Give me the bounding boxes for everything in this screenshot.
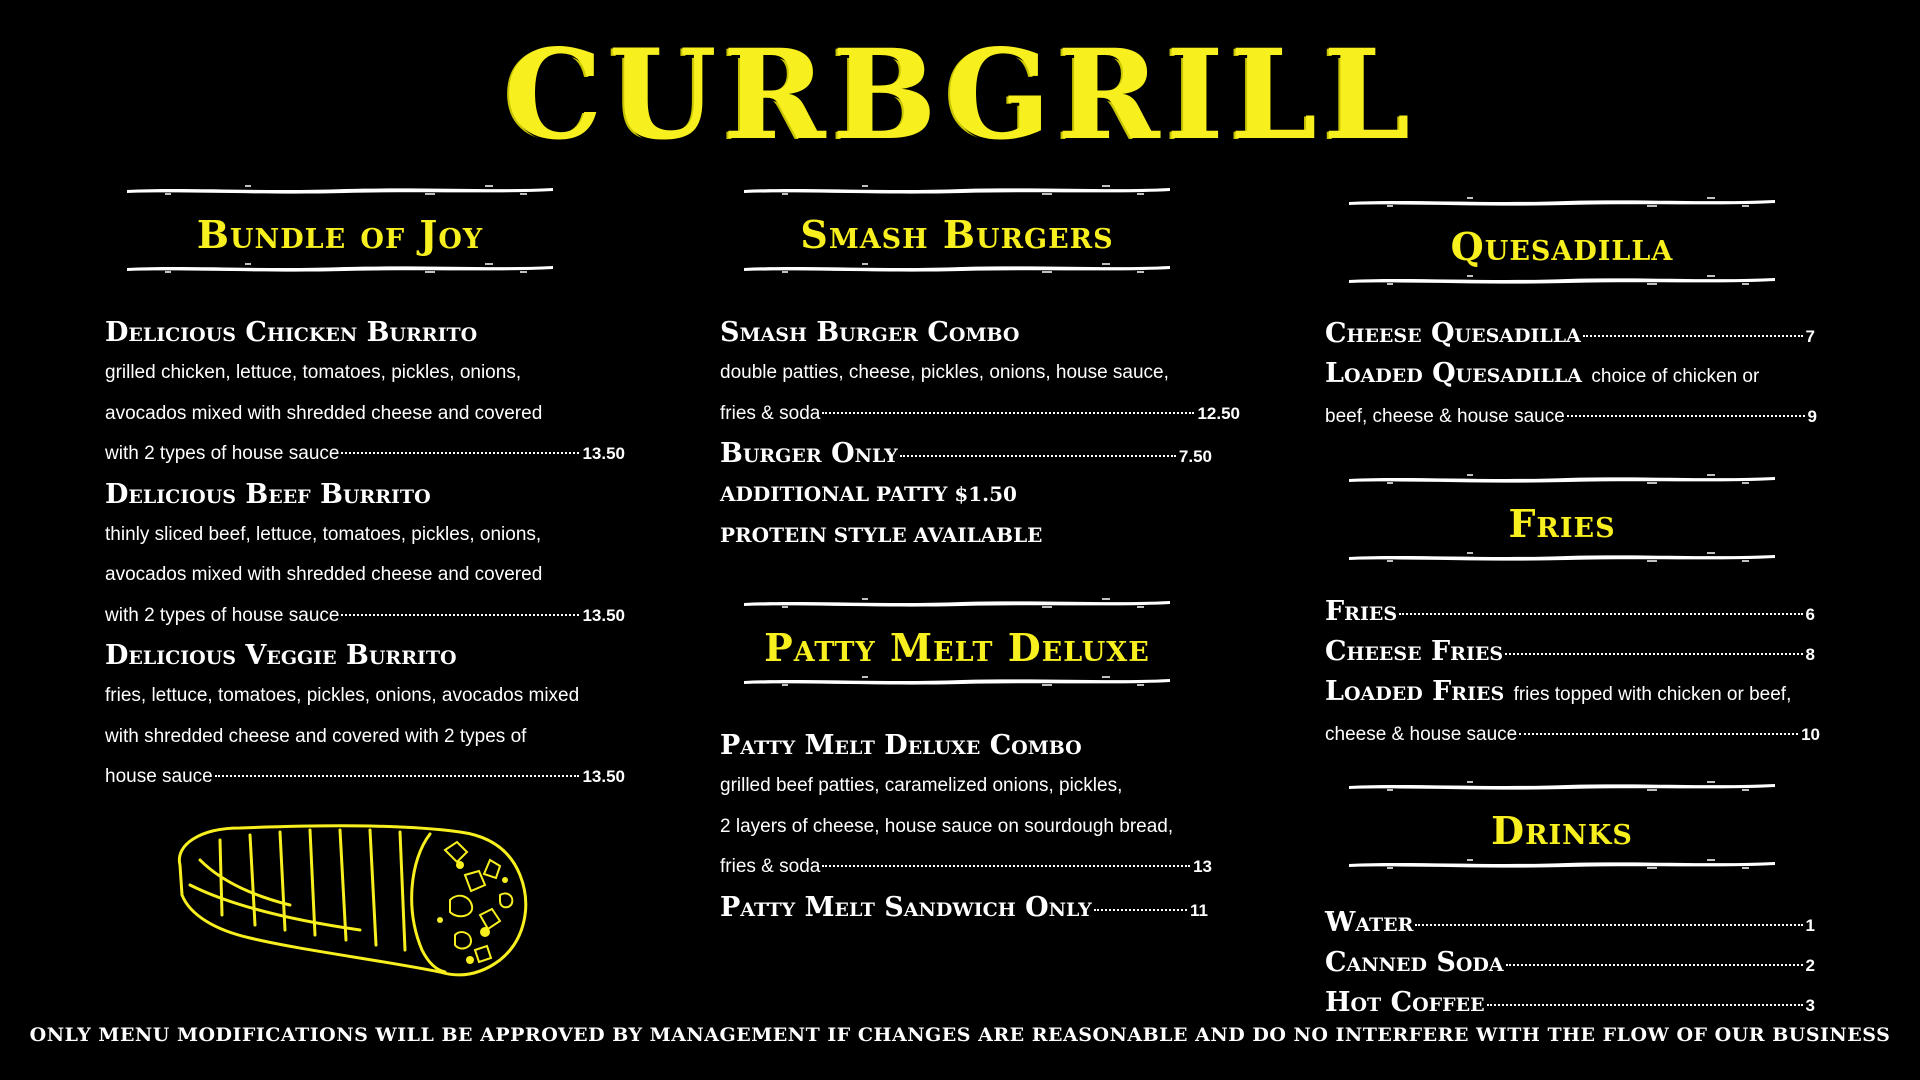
section-header-drinks: [1347, 781, 1777, 881]
dot-leader: [1506, 964, 1803, 966]
item-name: Delicious Beef Burrito: [105, 478, 431, 510]
dot-leader: [822, 865, 1190, 867]
item-name: Hot Coffee: [1325, 987, 1485, 1018]
menu-item-canned-soda: [1325, 943, 1815, 983]
menu-item-veggie-burrito: [105, 636, 625, 798]
item-description: thinly sliced beef, lettuce, tomatoes, pickles, onions,: [105, 523, 542, 545]
menu-item-loaded-quesadilla: [1325, 354, 1817, 438]
item-price: 12.50: [1197, 403, 1240, 423]
item-price: 6: [1805, 604, 1815, 624]
item-description: avocados mixed with shredded cheese and covered: [105, 564, 543, 585]
item-name: Canned Soda: [1325, 947, 1504, 978]
item-price: 3: [1805, 996, 1815, 1015]
item-name-row: [1325, 354, 1817, 397]
dot-leader: [1505, 653, 1802, 655]
item-name: Water: [1325, 907, 1414, 938]
item-description: grilled chicken, lettuce, tomatoes, pickles, onions,: [105, 362, 522, 383]
brand-logo: CURBGRILL: [503, 23, 1417, 168]
chalk-divider-top: [1347, 197, 1777, 207]
menu-item-hot-coffee: [1325, 983, 1815, 1023]
item-price-row: [720, 394, 1240, 435]
column-sides: [1325, 185, 1825, 1023]
item-name: Cheese Quesadilla: [1325, 318, 1581, 349]
menu-item-fries: [1325, 592, 1815, 632]
section-title: Smash Burgers: [800, 212, 1114, 257]
item-price: 13.50: [582, 605, 625, 625]
item-price: 13.50: [582, 444, 625, 463]
item-description: choice of chicken or: [1591, 366, 1760, 387]
dot-leader: [1415, 924, 1802, 926]
column-bundle-of-joy: [105, 185, 625, 798]
item-description: fries & soda: [720, 402, 821, 424]
item-price: 7: [1805, 327, 1815, 346]
item-name: Delicious Veggie Burrito: [105, 640, 457, 671]
item-price: 11: [1190, 900, 1208, 920]
item-price-row: [1325, 397, 1817, 438]
item-name: Cheese Fries: [1325, 635, 1504, 667]
item-description: fries & soda: [720, 856, 821, 877]
chalk-divider-bottom: [742, 263, 1172, 273]
footer-disclaimer: ONLY MENU MODIFICATIONS WILL BE APPROVED BY MANAGEMENT IF CHANGES ARE REASONABLE AND DO NO INTERFERE WITH THE FLOW OF OUR BUSINESS: [29, 1024, 1891, 1046]
chalk-divider-bottom: [1347, 275, 1777, 285]
menu-item-cheese-fries: [1325, 632, 1815, 672]
menu-item-loaded-fries: [1325, 672, 1820, 756]
dot-leader: [900, 455, 1176, 457]
menu-item-patty-melt-combo: [720, 726, 1212, 888]
dot-leader: [1094, 909, 1187, 911]
section-title: Patty Melt Deluxe: [764, 625, 1150, 670]
item-description: double patties, cheese, pickles, onions, house sauce,: [720, 362, 1169, 383]
dot-leader: [341, 614, 579, 616]
section-header-quesadilla: [1347, 197, 1777, 297]
section-header-bundle-of-joy: [125, 185, 555, 285]
menu-note-protein-style: PROTEIN STYLE AVAILABLE: [720, 523, 1043, 547]
dot-leader: [341, 452, 579, 454]
menu-item-water: [1325, 903, 1815, 943]
chalk-divider-bottom: [1347, 552, 1777, 562]
section-title: Quesadilla: [1450, 224, 1674, 269]
item-name-row: [1325, 672, 1820, 715]
item-description: fries, lettuce, tomatoes, pickles, onions, avocados mixed: [105, 685, 580, 706]
item-name: Loaded Fries: [1325, 675, 1505, 707]
chalk-divider-bottom: [742, 676, 1172, 686]
item-name: Burger Only: [720, 438, 898, 469]
item-description: cheese & house sauce: [1325, 723, 1518, 745]
dot-leader: [1583, 335, 1803, 337]
item-price: 10: [1801, 724, 1820, 744]
chalk-divider-top: [742, 185, 1172, 195]
item-description: 2 layers of cheese, house sauce on sourdough bread,: [720, 815, 1174, 837]
item-description: with 2 types of house sauce: [105, 443, 340, 464]
item-name: Delicious Chicken Burrito: [105, 317, 478, 348]
dot-leader: [1487, 1004, 1803, 1006]
item-name: Smash Burger Combo: [720, 317, 1020, 348]
dot-leader: [822, 412, 1194, 414]
menu-item-patty-melt-only: [720, 888, 1208, 928]
item-price-row: [105, 596, 625, 637]
section-title: Fries: [1508, 500, 1616, 546]
item-price: 9: [1807, 407, 1817, 426]
item-name: Fries: [1325, 595, 1398, 627]
dot-leader: [215, 775, 580, 777]
item-price-row: [720, 847, 1212, 888]
menu-item-burger-only: [720, 434, 1212, 474]
column-burgers: [720, 185, 1240, 928]
section-header-fries: [1347, 474, 1777, 574]
item-description: fries topped with chicken or beef,: [1513, 683, 1792, 705]
item-price-row: [105, 757, 625, 798]
burrito-icon: [160, 820, 540, 985]
menu-item-smash-burger-combo: [720, 313, 1240, 434]
item-price: 13: [1193, 857, 1212, 876]
section-title: Drinks: [1491, 808, 1633, 853]
menu-note-additional-patty: ADDITIONAL PATTY $1.50: [720, 482, 1017, 506]
item-price-row: [105, 434, 625, 475]
section-header-patty-melt: [742, 598, 1172, 698]
item-price: 8: [1805, 644, 1815, 664]
chalk-divider-top: [1347, 781, 1777, 791]
item-price: 1: [1805, 916, 1815, 935]
item-description: with shredded cheese and covered with 2 types of: [105, 725, 527, 747]
chalk-divider-top: [1347, 474, 1777, 484]
item-price: 2: [1805, 956, 1815, 975]
dot-leader: [1567, 415, 1805, 417]
item-price: 7.50: [1178, 447, 1212, 466]
chalk-divider-top: [742, 598, 1172, 608]
item-description: beef, cheese & house sauce: [1325, 406, 1565, 427]
item-description: grilled beef patties, caramelized onions, pickles,: [720, 775, 1123, 796]
chalk-divider-bottom: [125, 263, 555, 273]
section-title: Bundle of Joy: [196, 212, 484, 257]
chalk-divider-top: [125, 185, 555, 195]
menu-item-chicken-burrito: [105, 313, 625, 475]
item-name: Patty Melt Deluxe Combo: [720, 730, 1082, 761]
dot-leader: [1399, 613, 1802, 615]
item-description: avocados mixed with shredded cheese and covered: [105, 402, 543, 424]
item-price: 13.50: [582, 767, 625, 786]
chalk-divider-bottom: [1347, 859, 1777, 869]
item-description: with 2 types of house sauce: [105, 604, 340, 626]
menu-item-cheese-quesadilla: [1325, 314, 1815, 354]
item-price-row: [1325, 715, 1820, 756]
item-name: Loaded Quesadilla: [1325, 358, 1582, 389]
item-description: house sauce: [105, 766, 213, 787]
item-name: Patty Melt Sandwich Only: [720, 891, 1092, 923]
dot-leader: [1519, 733, 1798, 735]
section-header-smash-burgers: [742, 185, 1172, 285]
menu-item-beef-burrito: [105, 475, 625, 637]
